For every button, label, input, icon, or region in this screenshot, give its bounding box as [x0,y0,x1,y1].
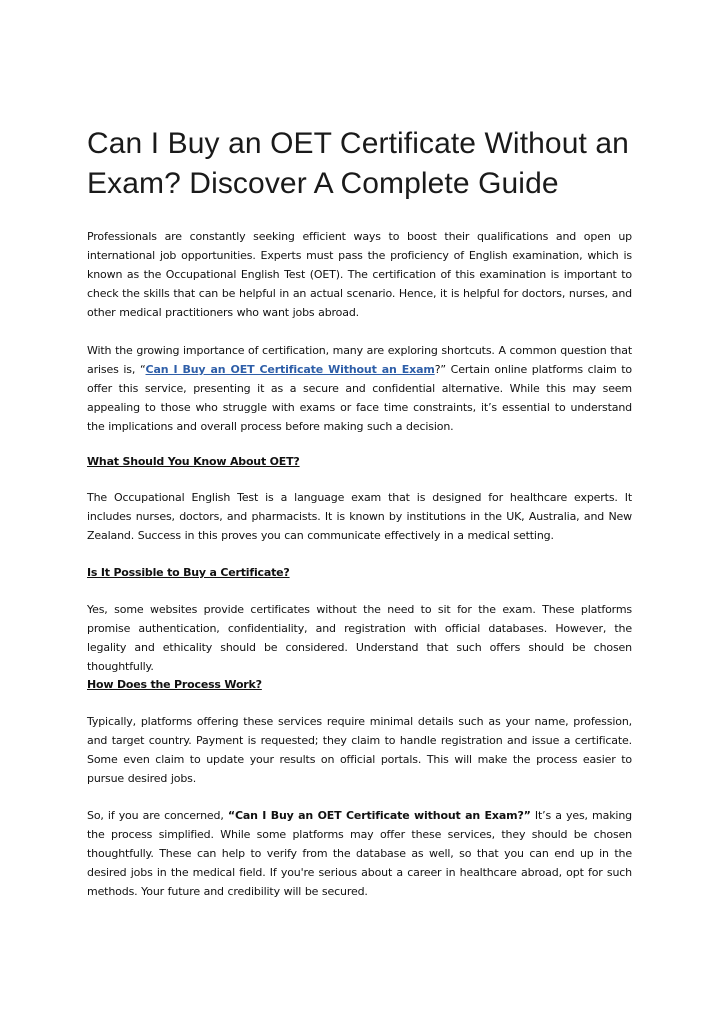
about-oet-paragraph: The Occupational English Test is a language exam that is designed for healthcare experts. It includes nurses, doctors, and pharmacists. It is known by institutions in the UK, Australia, and New Zealand. Success in this proves you can communicate effectively in a medical setting. [87,491,632,542]
shortcut-paragraph [87,341,632,436]
conclusion-paragraph [87,806,632,901]
intro-paragraph: Professionals are constantly seeking efficient ways to boost their qualifications and open up international job opportunities. Experts must pass the proficiency of English examination, which is known as the Occupational English Test (OET). The certification of this examination is important to check the skills that can be helpful in an actual scenario. Hence, it is helpful for doctors, nurses, and other medical practitioners who want jobs abroad. [87,230,632,319]
conclusion-text-before: So, if you are concerned, [87,809,228,822]
shortcut-text-before: With the growing importance of certification, many are exploring shortcuts. A common question that arises is, “ [87,344,632,376]
page-title: Can I Buy an OET Certificate Without an Exam? Discover A Complete Guide [87,127,629,200]
process-paragraph: Typically, platforms offering these services require minimal details such as your name, profession, and target country. Payment is requested; they claim to handle registration and issue a certificate. Some even claim to update your results on official portals. This will make the process easier to pursue desired jobs. [87,715,632,785]
buy-certificate-paragraph: Yes, some websites provide certificates without the need to sit for the exam. These platforms promise authentication, confidentiality, and registration with official databases. However, the legality and ethicality should be considered. Understand that such offers should be chosen thoughtfully. [87,603,632,673]
conclusion-text-after: It’s a yes, making the process simplified. While some platforms may offer these services, they should be chosen thoughtfully. These can help to verify from the database as well, so that you can end up in the desired jobs in the medical field. If you're serious about a career in healthcare abroad, opt for such methods. Your future and credibility will be secured. [87,809,632,898]
conclusion-question: “Can I Buy an OET Certificate without an Exam?” [227,809,531,822]
section-heading-process: How Does the Process Work? [87,678,262,691]
section-heading-buy-certificate: Is It Possible to Buy a Certificate? [87,566,290,579]
shortcut-text-after: ?” Certain online platforms claim to offer this service, presenting it as a secure and confidential alternative. While this may seem appealing to those who struggle with exams or face time constraints, it’s essential to understand the implications and overall process before making such a decision. [87,363,633,433]
section-heading-about-oet: What Should You Know About OET? [87,455,300,468]
oet-certificate-link[interactable]: Can I Buy an OET Certificate Without an Exam [145,363,435,376]
